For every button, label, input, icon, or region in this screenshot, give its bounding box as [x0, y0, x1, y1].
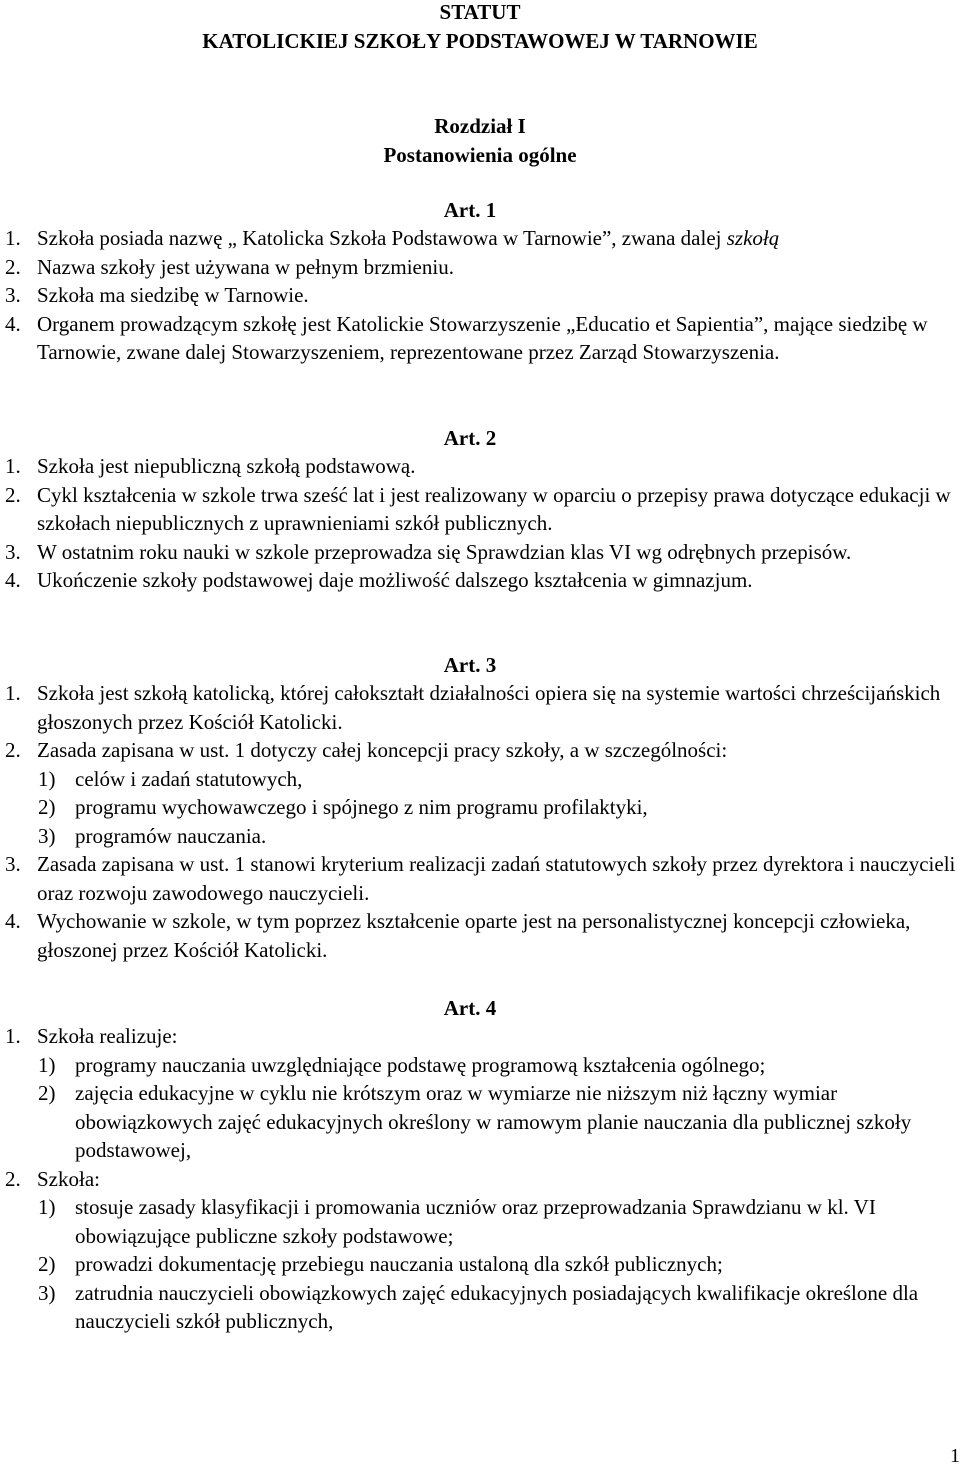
- list-item: 3. Szkoła ma siedzibę w Tarnowie.: [5, 283, 309, 307]
- list-item: 3. Zasada zapisana w ust. 1 stanowi kryterium realizacji zadań statutowych szkoły przez dyrektora i nauczycieli oraz rozwoju zawodowego nauczycieli.: [5, 852, 956, 905]
- title-line-2: KATOLICKIEJ SZKOŁY PODSTAWOWEJ W TARNOWIE: [202, 29, 758, 53]
- art-1-section: [0, 224, 960, 367]
- list-item: 4. Organem prowadzącym szkołę jest Katolickie Stowarzyszenie „Educatio et Sapientia”, mające siedzibę w Tarnowie, zwane dalej Stowarzyszeniem, reprezentowane przez Zarząd Stowarzyszenia.: [5, 311, 928, 364]
- document-title: [0, 0, 960, 56]
- list-item: 2. Nazwa szkoły jest używana w pełnym brzmieniu.: [5, 254, 454, 279]
- list-item: 1. Szkoła realizuje:: [5, 1024, 178, 1048]
- list-item: 4. Wychowanie w szkole, w tym poprzez kształcenie oparte jest na personalistycznej koncepcji człowieka, głoszonej przez Kościół Katolicki.: [5, 909, 911, 962]
- art-4-section: [0, 1022, 960, 1336]
- sub-item: 1) programy nauczania uwzględniające podstawę programową kształcenia ogólnego;: [38, 1052, 766, 1077]
- art-3-heading: Art. 3: [443, 653, 497, 677]
- art-1-heading: Art. 1: [443, 198, 497, 222]
- list-item: 1. Szkoła jest szkołą katolicką, której całokształt działalności opiera się na systemie wartości chrześcijańskich głoszonych przez Kościół Katolicki.: [5, 681, 941, 734]
- art-2-heading: Art. 2: [443, 426, 497, 450]
- art-2-section: [0, 452, 960, 595]
- chapter-number: Rozdział I: [434, 114, 526, 138]
- art-4-heading: Art. 4: [443, 996, 497, 1020]
- sub-item: 2) programu wychowawczego i spójnego z nim programu profilaktyki,: [38, 795, 648, 819]
- list-item: 2. Zasada zapisana w ust. 1 dotyczy całej koncepcji pracy szkoły, a w szczególności:: [5, 738, 728, 762]
- sub-item: 3) zatrudnia nauczycieli obowiązkowych zajęć edukacyjnych posiadających kwalifikacje określone dla nauczycieli szkół publicznych,: [38, 1280, 919, 1333]
- list-item: 1. Szkoła jest niepubliczną szkołą podstawową.: [5, 454, 416, 478]
- sub-item: 3) programów nauczania.: [38, 823, 267, 848]
- sub-item: 2) zajęcia edukacyjne w cyklu nie krótszym oraz w wymiarze nie niższym niż łączny wymiar obowiązkowych zajęć edukacyjnych określony w ramowym planie nauczania dla publicznej szkoły podstawowej,: [38, 1081, 912, 1162]
- chapter-heading: [0, 112, 960, 170]
- list-item: 3. W ostatnim roku nauki w szkole przeprowadza się Sprawdzian klas VI wg odrębnych przepisów.: [5, 539, 852, 564]
- chapter-name: Postanowienia ogólne: [383, 143, 577, 167]
- list-item: 4. Ukończenie szkoły podstawowej daje możliwość dalszego kształcenia w gimnazjum.: [5, 568, 753, 592]
- sub-item: 1) stosuje zasady klasyfikacji i promowania uczniów oraz przeprowadzania Sprawdzianu w kl. VI obowiązujące publiczne szkoły podstawowe;: [38, 1195, 876, 1248]
- sub-item: 1) celów i zadań statutowych,: [38, 766, 303, 791]
- art-3-section: [0, 679, 960, 964]
- list-item: 1. Szkoła posiada nazwę „ Katolicka Szkoła Podstawowa w Tarnowie”, zwana dalej szkołą: [5, 226, 780, 250]
- list-item: 2. Szkoła:: [5, 1166, 100, 1191]
- list-item: 2. Cykl kształcenia w szkole trwa sześć lat i jest realizowany w oparciu o przepisy prawa dotyczące edukacji w szkołach niepublicznych z uprawnieniami szkół publicznych.: [5, 482, 951, 535]
- page-number: 1: [950, 1445, 960, 1467]
- sub-item: 2) prowadzi dokumentację przebiegu nauczania ustaloną dla szkół publicznych;: [38, 1252, 723, 1276]
- title-line-1: STATUT: [439, 0, 521, 24]
